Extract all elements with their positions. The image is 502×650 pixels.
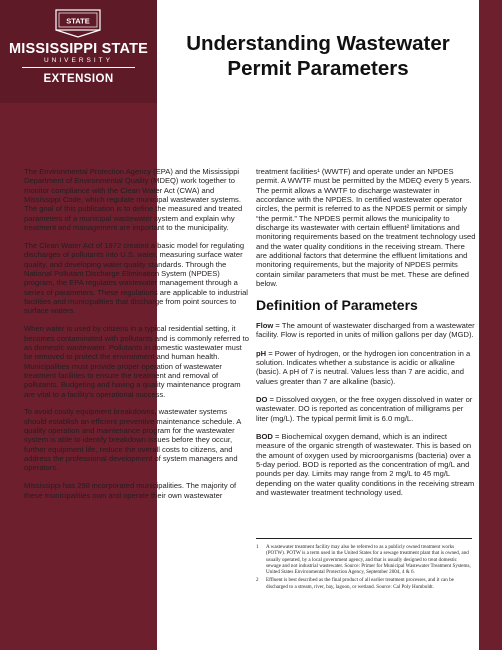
- footnote: [256, 544, 472, 575]
- definition-text: = Dissolved oxygen, or the free oxygen dissolved in water or wastewater. DO is reported as concentration of milligrams per liter (mg/L). The typical permit limit is 6.0 mg/L.: [256, 395, 473, 423]
- footnote-number: 1: [256, 544, 259, 550]
- maintenance-paragraph: To avoid costly equipment breakdowns, wastewater systems should establish an efficient preventive maintenance schedule. A quality operation and maintenance program for the wastewater system is able to identify breakdown issues before they occur, further equipment life, reduce the overall costs to citizens, and address the professional development of system managers and operators.: [24, 407, 241, 473]
- definition-text: = The amount of wastewater discharged from a wastewater facility. Flow is reported in units of million gallons per day (MGD).: [256, 320, 475, 340]
- footnote-text: Effluent is best described as the final product of all earlier treatment processes, and it can be discharged to a stream, river, bay, lagoon, or wetland. Source: Cal Poly Humboldt.: [266, 577, 454, 590]
- footnotes: [256, 538, 472, 592]
- section-heading: Definition of Parameters: [256, 296, 418, 313]
- state-seal-icon: [53, 8, 103, 38]
- seal-text: STATE: [66, 16, 90, 26]
- logo-divider: [22, 67, 135, 68]
- logo-university-label: UNIVERSITY: [43, 57, 113, 64]
- footnote-number: 2: [256, 577, 259, 584]
- permit-paragraph: treatment facilities¹ (WWTF) and operate under an NPDES permit. A WWTF must be permitted by the MDEQ every 5 years. The permit allows a WWTF to discharge wastewater in accordance with the NPDES. In certified wastewater operator circles, the permit is referred to as the NPDES permit or simply “the permit.” The NPDES permit allows the municipality to discharge its wastewater with certain effluent² limitations and monitoring requirements based on the treatment technology used and the water quality conditions in the receiving stream. There are additional factors that determine the effluent limitations and monitoring requirements, but the majority of NPDES permits contain similar parameters that must be met. These are defined below.: [256, 167, 476, 289]
- intro-paragraph: The Environmental Protection Agency (EPA) and the Mississippi Department of Environmental Quality (MDEQ) work together to monitor compliance with the Clean Water Act (CWA) and Mississippi Code, which regulate municipal wastewater systems. The goal of this publication is to define the measured and treated parameters of a municipal wastewater system and explain why treatment and management are important to the municipality.: [24, 167, 243, 233]
- definition-flow: [256, 321, 476, 340]
- right-text-column: [256, 167, 476, 506]
- footnote: [256, 577, 472, 590]
- definition-text: = Power of hydrogen, or the hydrogen ion concentration in a solution. Indicates whether a substance is acidic or alkaline (basic). A pH of 7 is neutral. Values less than 7 are acidic, and values greater than 7 are alkaline (basic).: [256, 348, 471, 386]
- title-line-1: Understanding Wastewater: [186, 32, 450, 55]
- page-title: [162, 31, 474, 81]
- definition-ph: [256, 349, 476, 386]
- definition-term: Flow: [256, 320, 274, 330]
- logo-university-name: MISSISSIPPI STATE: [8, 41, 149, 57]
- definition-bod: [256, 432, 476, 497]
- left-text-column: [24, 167, 250, 509]
- footnote-text: A wastewater treatment facility may also be referred to as a publicly owned treatment works (POTW). POTW is a term used in the United States for a sewage treatment plant that is owned, and usually operated, by a local government agency, and that is usually designed to treat domestic sewage and not industrial wastewater. Source: Primer for Municipal Wastewater Treatment Systems, United States Environmental Protection Agency, September 2004, 4 & 6.: [266, 544, 471, 576]
- domestic-wastewater-paragraph: When water is used by citizens in a typical residential setting, it becomes contaminated with pollutants and is commonly referred to as domestic wastewater. Pollutants in domestic wastewater must be removed to protect the environment and human health. Municipalities must provide proper operation of wastewater treatment facilities to ensure the treatment and removal of pollutants. Budgeting and having a quality maintenance program are vital to a facility’s operational success.: [24, 324, 249, 399]
- definition-term: pH: [256, 348, 267, 358]
- right-maroon-sidebar: [479, 0, 502, 650]
- msu-extension-logo: [0, 0, 157, 103]
- title-line-2: Permit Parameters: [227, 57, 409, 80]
- definition-term: DO: [256, 395, 268, 405]
- definition-do: [256, 395, 476, 423]
- municipalities-paragraph: Mississippi has 298 incorporated municipalities. The majority of these municipalities own and operate their own wastewater: [24, 481, 237, 500]
- logo-extension-label: EXTENSION: [43, 73, 114, 85]
- cwa-paragraph: The Clean Water Act of 1972 created a basic model for regulating discharges of pollutants into U.S. water, measuring surface water quality, and developing water quality standards. Through the National Pollutant Discharge Elimination System (NPDES) program, the EPA regulates wastewater management through a series of parameters. These regulations are applicable to industrial facilities and municipalities that discharge from point sources to surface waters.: [24, 240, 248, 316]
- definition-text: = Biochemical oxygen demand, which is an indirect measure of the organic strength of wastewater. This is based on the amount of oxygen used by microorganisms (bacteria) over a 5-day period. BOD is reported as the concentration of mg/L and pounds per day. Limits may range from 2 mg/L to 45 mg/L depending on the water quality conditions in the receiving stream and wastewater treatment technology used.: [256, 432, 475, 498]
- definition-term: BOD: [256, 432, 273, 442]
